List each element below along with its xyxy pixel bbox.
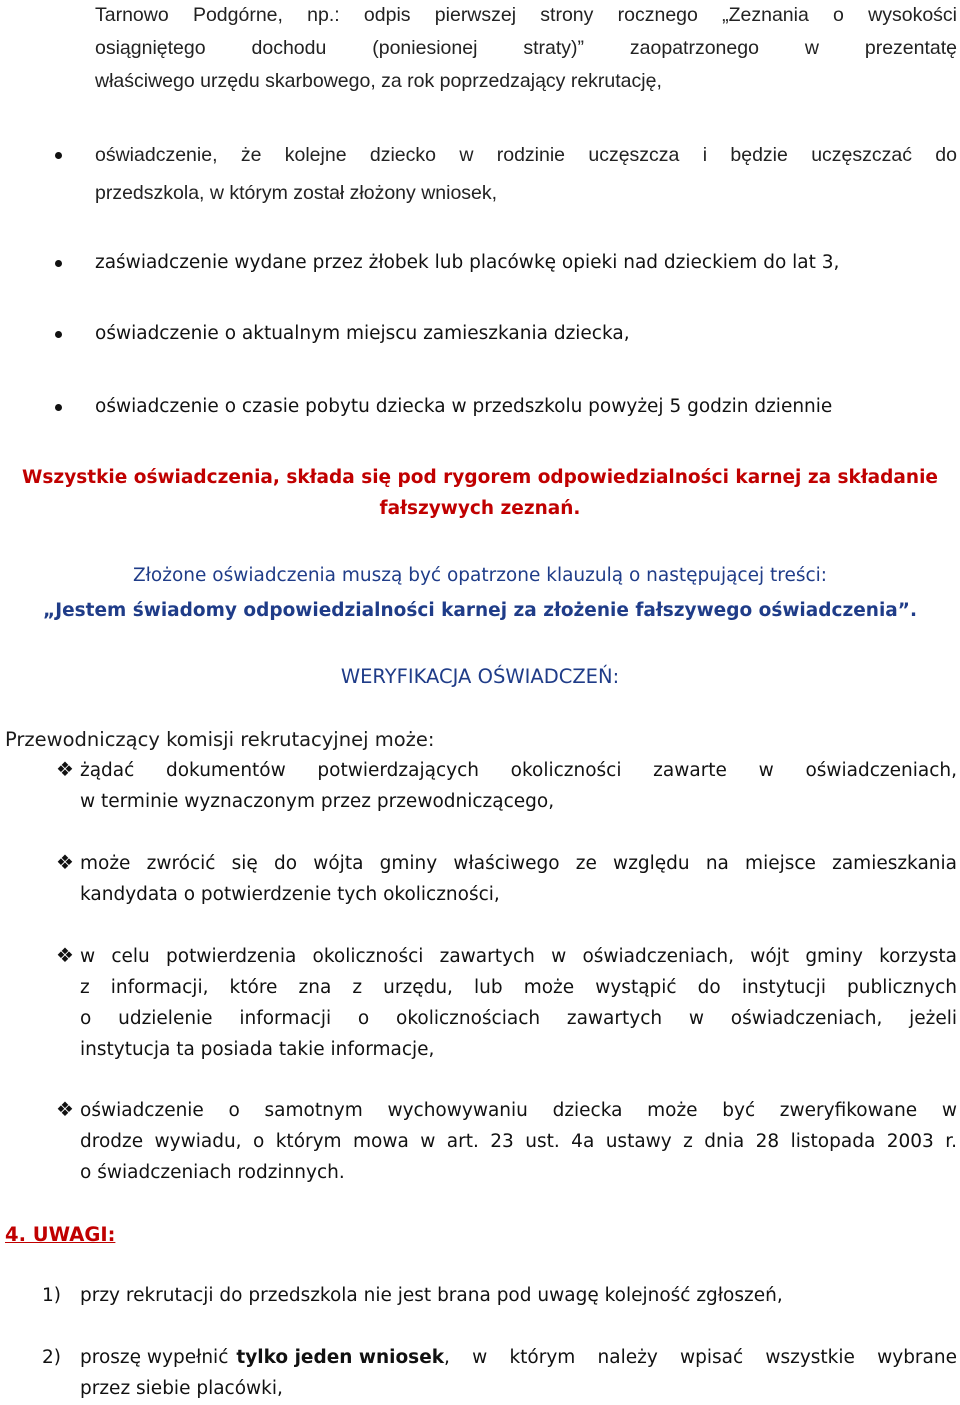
bullet-dot: [55, 152, 62, 159]
note-2-rest: [228, 1346, 957, 1370]
intro-line-2: osiągniętego dochodu (poniesionej straty)” zaopatrzonego w prezentatę: [95, 37, 957, 59]
notes-heading: 4. UWAGI:: [5, 1223, 116, 1246]
note-2-emphasis: tylko jeden wniosek: [236, 1347, 445, 1368]
warning-line-2: fałszywych zeznań.: [379, 498, 581, 519]
intro-line-1: Tarnowo Podgórne, np.: odpis pierwszej strony rocznego „Zeznania o wysokości: [95, 4, 957, 26]
verification-item-3-line-1: w celu potwierdzenia okoliczności zawartych w oświadczeniach, wójt gminy korzysta: [80, 946, 957, 967]
diamond-bullet-icon: ❖: [56, 852, 74, 874]
warning-line-1: Wszystkie oświadczenia, składa się pod rygorem odpowiedzialności karnej za składanie: [22, 467, 938, 488]
verification-item-2-line-2: kandydata o potwierdzenie tych okoliczności,: [80, 884, 500, 905]
verification-item-1-line-2: w terminie wyznaczonym przez przewodniczącego,: [80, 791, 555, 812]
note-2-text-a: proszę wypełnić: [80, 1347, 229, 1368]
bullet-1-line-2: przedszkola, w którym został złożony wniosek,: [95, 182, 498, 204]
bullet-4-line-1: oświadczenie o czasie pobytu dziecka w przedszkolu powyżej 5 godzin dziennie: [95, 396, 833, 417]
note-2-line-1: [80, 1346, 957, 1370]
note-2-text-c: , w którym należy wpisać wszystkie wybrane: [444, 1347, 957, 1368]
bullet-1-line-1: oświadczenie, że kolejne dziecko w rodzinie uczęszcza i będzie uczęszczać do: [95, 144, 957, 166]
verification-item-4-line-1: oświadczenie o samotnym wychowywaniu dziecka może być zweryfikowane w: [80, 1100, 957, 1121]
verification-heading: WERYFIKACJA OŚWIADCZEŃ:: [340, 665, 620, 688]
bullet-dot: [55, 404, 62, 411]
bullet-2-line-1: zaświadczenie wydane przez żłobek lub placówkę opieki nad dzieckiem do lat 3,: [95, 252, 840, 273]
bullet-dot: [55, 331, 62, 338]
clause-text: „Jestem świadomy odpowiedzialności karnej za złożenie fałszywego oświadczenia”.: [43, 600, 917, 621]
bullet-dot: [55, 260, 62, 267]
verification-item-2-line-1: może zwrócić się do wójta gminy właściwego ze względu na miejsce zamieszkania: [80, 853, 957, 874]
verification-subheading: Przewodniczący komisji rekrutacyjnej może:: [5, 728, 435, 751]
note-2-line-2: przez siebie placówki,: [80, 1378, 283, 1399]
verification-item-1-line-1: żądać dokumentów potwierdzających okoliczności zawarte w oświadczeniach,: [80, 760, 957, 781]
intro-line-3: właściwego urzędu skarbowego, za rok poprzedzający rekrutację,: [95, 70, 662, 92]
verification-item-3-line-3: o udzielenie informacji o okolicznościach zawartych w oświadczeniach, jeżeli: [80, 1008, 957, 1029]
diamond-bullet-icon: ❖: [56, 759, 74, 781]
verification-item-4-line-3: o świadczeniach rodzinnych.: [80, 1162, 345, 1183]
verification-item-3-line-2: z informacji, które zna z urzędu, lub może wystąpić do instytucji publicznych: [80, 977, 957, 998]
note-2-number: 2): [42, 1347, 61, 1368]
verification-item-3-line-4: instytucja ta posiada takie informacje,: [80, 1039, 435, 1060]
note-1-number: 1): [42, 1285, 61, 1306]
diamond-bullet-icon: ❖: [56, 1099, 74, 1121]
verification-item-4-line-2: drodze wywiadu, o którym mowa w art. 23 ust. 4a ustawy z dnia 28 listopada 2003 r.: [80, 1131, 957, 1152]
note-1-line-1: przy rekrutacji do przedszkola nie jest brana pod uwagę kolejność zgłoszeń,: [80, 1285, 783, 1306]
clause-intro: Złożone oświadczenia muszą być opatrzone klauzulą o następującej treści:: [132, 565, 828, 586]
bullet-3-line-1: oświadczenie o aktualnym miejscu zamieszkania dziecka,: [95, 323, 630, 344]
diamond-bullet-icon: ❖: [56, 945, 74, 967]
